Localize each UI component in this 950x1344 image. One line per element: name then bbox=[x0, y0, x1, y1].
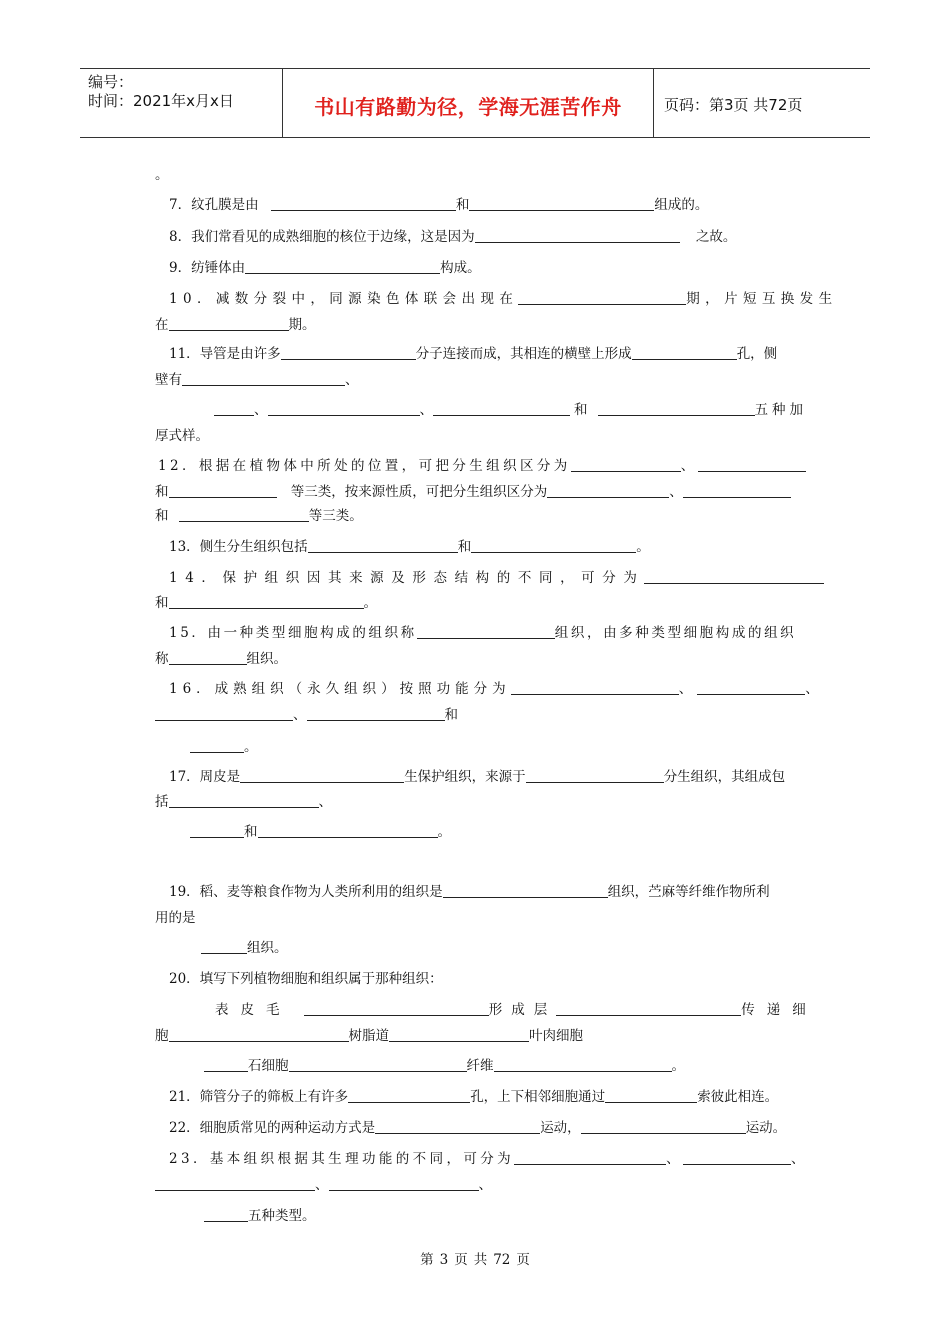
blank[interactable] bbox=[518, 291, 686, 305]
blank[interactable] bbox=[329, 1177, 479, 1191]
blank[interactable] bbox=[547, 484, 669, 498]
time-label: 时间：2021年x月x日 bbox=[88, 92, 234, 110]
blank[interactable] bbox=[281, 346, 416, 360]
blank[interactable] bbox=[271, 197, 456, 211]
question-10-line1: 10．减数分裂中，同源染色体联会出现在 期，片短互换发生 bbox=[169, 291, 838, 307]
question-23-line2: 、 、 bbox=[155, 1173, 810, 1193]
blank[interactable] bbox=[169, 651, 247, 665]
blank[interactable] bbox=[304, 1002, 489, 1016]
blank[interactable] bbox=[182, 372, 345, 386]
question-14-line2: 和 。 bbox=[155, 595, 377, 611]
blank[interactable] bbox=[571, 458, 681, 472]
blank[interactable] bbox=[240, 769, 404, 783]
blank[interactable] bbox=[201, 940, 247, 954]
question-10-line2: 在 期。 bbox=[155, 317, 316, 333]
question-19-line3: 组织。 bbox=[155, 936, 856, 956]
blank[interactable] bbox=[169, 794, 319, 808]
question-22: 22．细胞质常见的两种运动方式是 运动， 运动。 bbox=[169, 1120, 787, 1136]
question-12-line3: 和 等三类。 bbox=[155, 508, 363, 524]
blank[interactable] bbox=[389, 1028, 529, 1042]
header-meta bbox=[80, 69, 283, 137]
question-23-line1: 23．基本组织根据其生理功能的不同，可分为 、 、 bbox=[169, 1151, 808, 1167]
question-14-line1: 14．保护组织因其来源及形态结构的不同，可分为 bbox=[155, 566, 824, 586]
question-7: 7．纹孔膜是由 和 组成的。 bbox=[169, 197, 709, 213]
question-20-line2: 表皮毛 形成层 传递细 bbox=[215, 1002, 818, 1018]
blank[interactable] bbox=[469, 197, 654, 211]
blank[interactable] bbox=[307, 707, 445, 721]
question-20-line4: 石细胞 纤维 。 bbox=[155, 1054, 859, 1074]
question-23-line3: 五种类型。 bbox=[155, 1204, 859, 1224]
question-9: 9．纺锤体由 构成。 bbox=[169, 260, 481, 276]
question-15-line1: 15．由一种类型细胞构成的组织称 组织，由多种类型细胞构成的组织 bbox=[169, 625, 797, 641]
header-page-cell bbox=[654, 69, 870, 137]
blank[interactable] bbox=[214, 402, 254, 416]
question-16-line2: 、 和 bbox=[155, 703, 810, 723]
question-20-line1: 20．填写下列植物细胞和组织属于那种组织： bbox=[169, 971, 443, 987]
question-12-line2: 和 等三类，按来源性质，可把分生组织区分为 、 bbox=[155, 480, 810, 500]
blank[interactable] bbox=[475, 229, 680, 243]
blank[interactable] bbox=[605, 1089, 697, 1103]
question-15-line2: 称 组织。 bbox=[155, 651, 287, 667]
blank[interactable] bbox=[433, 402, 570, 416]
blank[interactable] bbox=[632, 346, 737, 360]
blank[interactable] bbox=[204, 1208, 248, 1222]
number-label: 编号： bbox=[88, 73, 134, 91]
question-11-line4: 厚式样。 bbox=[155, 428, 209, 444]
blank[interactable] bbox=[204, 1058, 248, 1072]
question-17-line1: 17．周皮是 生保护组织，来源于 分生组织，其组成包 bbox=[169, 769, 786, 785]
blank[interactable] bbox=[375, 1120, 540, 1134]
blank[interactable] bbox=[155, 1177, 315, 1191]
blank[interactable] bbox=[190, 739, 244, 753]
blank[interactable] bbox=[169, 484, 277, 498]
blank[interactable] bbox=[581, 1120, 746, 1134]
header-motto: 书山有路勤为径，学海无涯苦作舟 bbox=[314, 95, 622, 119]
blank[interactable] bbox=[308, 539, 458, 553]
blank[interactable] bbox=[268, 402, 420, 416]
page-footer: 第 3 页 共 72 页 bbox=[420, 1252, 530, 1268]
blank[interactable] bbox=[179, 508, 309, 522]
question-12-line1: 12．根据在植物体中所处的位置，可把分生组织区分为 、 bbox=[155, 454, 813, 474]
blank[interactable] bbox=[526, 769, 664, 783]
blank[interactable] bbox=[245, 260, 440, 274]
question-8: 8．我们常看见的成熟细胞的核位于边缘，这是因为 之故。 bbox=[169, 229, 737, 245]
question-21: 21．筛管分子的筛板上有许多 孔，上下相邻细胞通过 索彼此相连。 bbox=[169, 1089, 779, 1105]
question-17-line3: 和 。 bbox=[155, 820, 845, 840]
page-header bbox=[80, 68, 870, 138]
question-16-line3: 。 bbox=[155, 735, 845, 755]
header-motto-cell bbox=[283, 69, 654, 137]
question-11-line1: 11．导管是由许多 分子连接而成，其相连的横壁上形成 孔，侧 bbox=[169, 346, 778, 362]
blank[interactable] bbox=[698, 458, 806, 472]
question-11-line2: 壁有 、 bbox=[155, 372, 359, 388]
blank[interactable] bbox=[169, 317, 289, 331]
header-page-info: 页码：第3页 共72页 bbox=[664, 96, 803, 114]
blank[interactable] bbox=[169, 595, 364, 609]
question-17-line2: 括 、 bbox=[155, 794, 332, 810]
blank[interactable] bbox=[471, 539, 636, 553]
blank[interactable] bbox=[443, 884, 608, 898]
blank[interactable] bbox=[514, 1151, 666, 1165]
question-19-line2: 用的是 bbox=[155, 910, 196, 926]
blank[interactable] bbox=[417, 625, 555, 639]
blank[interactable] bbox=[289, 1058, 467, 1072]
question-13: 13．侧生分生组织包括 和 。 bbox=[169, 539, 650, 555]
blank[interactable] bbox=[348, 1089, 470, 1103]
blank[interactable] bbox=[190, 824, 244, 838]
blank[interactable] bbox=[258, 824, 438, 838]
question-19-line1: 19．稻、麦等粮食作物为人类所利用的组织是 组织，苎麻等纤维作物所利 bbox=[169, 884, 770, 900]
blank[interactable] bbox=[511, 681, 679, 695]
blank[interactable] bbox=[683, 484, 791, 498]
blank[interactable] bbox=[155, 707, 293, 721]
question-20-line3: 胞 树脂道 叶肉细胞 bbox=[155, 1028, 583, 1044]
question-16-line1: 16．成熟组织（永久组织）按照功能分为 、 、 bbox=[169, 681, 824, 697]
blank[interactable] bbox=[697, 681, 805, 695]
blank[interactable] bbox=[556, 1002, 741, 1016]
question-11-line3: 、 、 和 五种加 bbox=[155, 398, 869, 418]
blank[interactable] bbox=[169, 1028, 349, 1042]
blank[interactable] bbox=[644, 570, 824, 584]
blank[interactable] bbox=[494, 1058, 672, 1072]
blank[interactable] bbox=[683, 1151, 791, 1165]
blank[interactable] bbox=[598, 402, 755, 416]
line-period: 。 bbox=[155, 167, 169, 183]
